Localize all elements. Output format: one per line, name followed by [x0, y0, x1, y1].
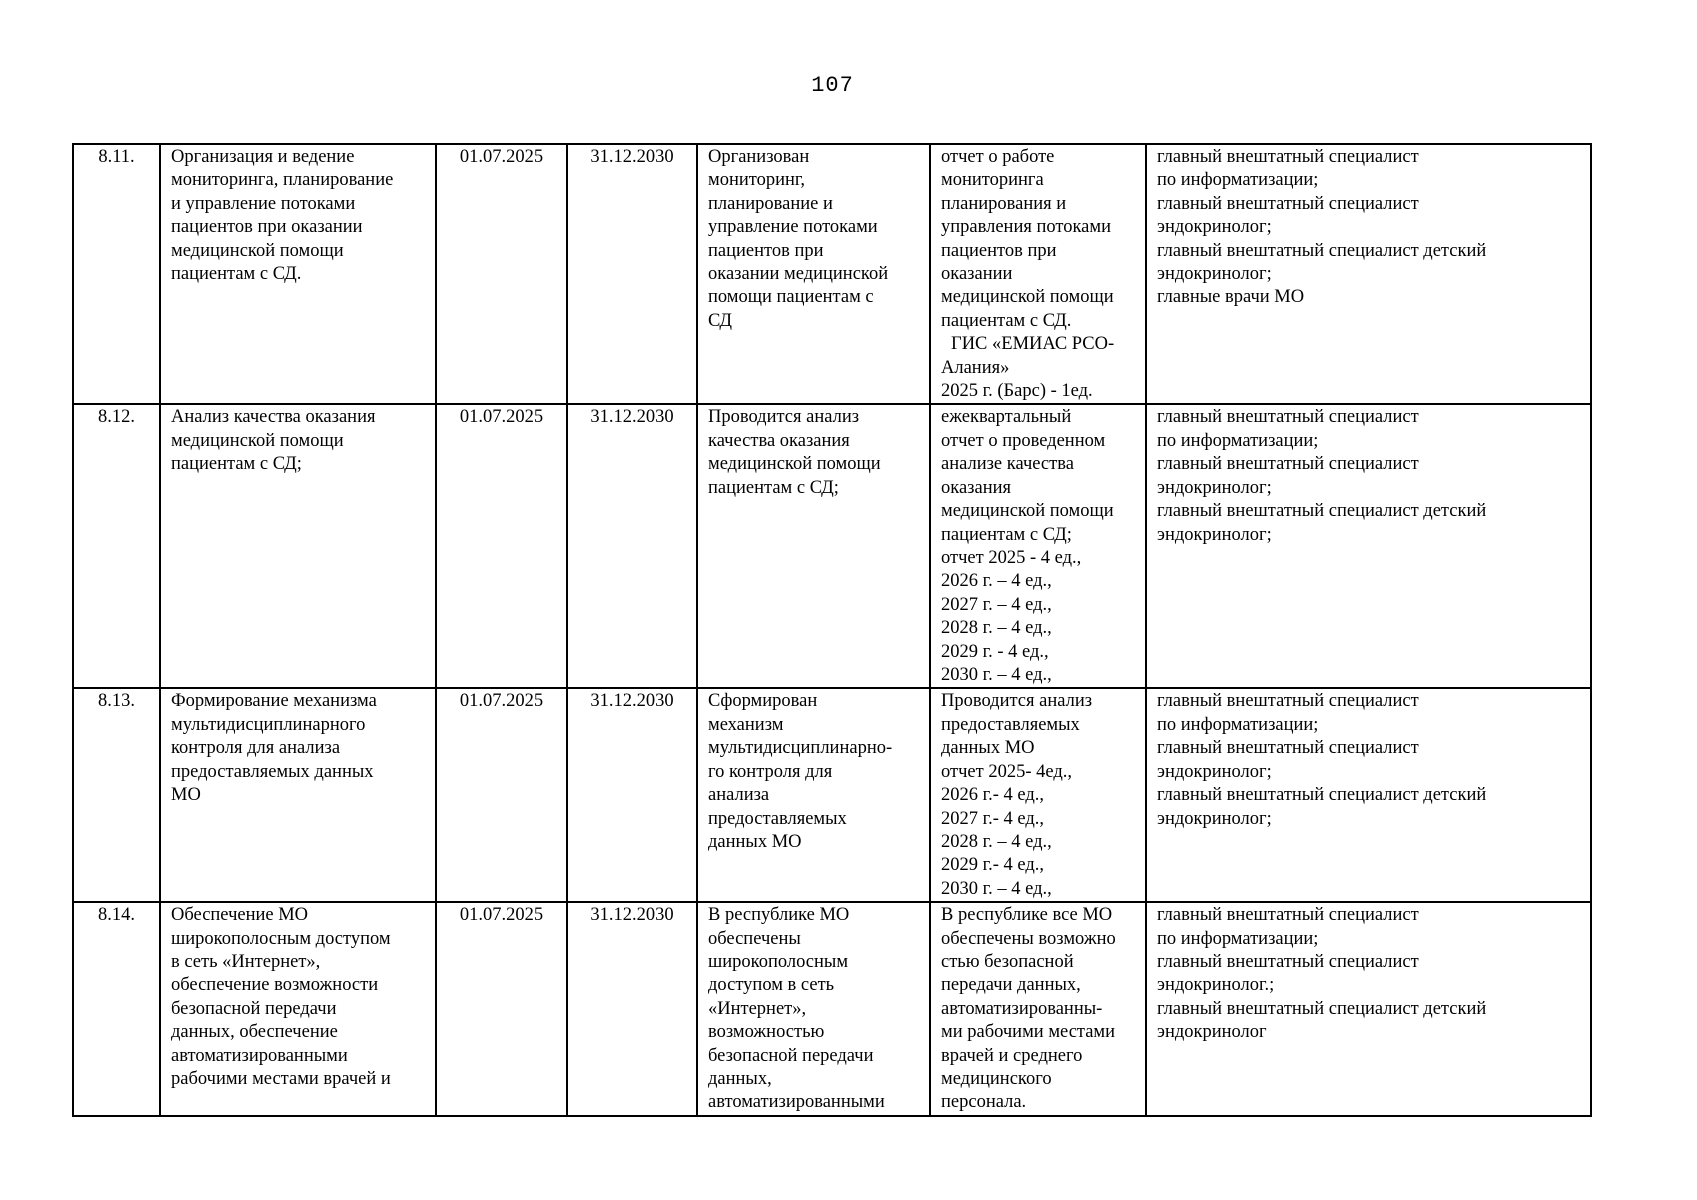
cell-text-line: эндокринолог; [1157, 477, 1272, 498]
responsible-cell [1146, 404, 1591, 688]
cell-text-line: главный внештатный специалист [1157, 407, 1419, 428]
cell-text-line: по информатизации; [1157, 170, 1319, 191]
cell-text-line: мультидисциплинарно- [708, 738, 893, 759]
cell-text-line: главный внештатный специалист [1157, 193, 1419, 214]
table-row [73, 404, 1591, 688]
cell-text-line: широкополосным доступом [171, 928, 391, 949]
cell-text-line: медицинской помощи [941, 501, 1114, 522]
cell-text-line: планирования и [941, 193, 1067, 214]
cell-text-line: главный внештатный специалист [1157, 454, 1419, 475]
indicator-cell [930, 902, 1146, 1116]
cell-text-line: 2028 г. – 4 ед., [941, 618, 1052, 639]
result-cell [697, 144, 930, 404]
cell-text-line: данных МО [941, 738, 1035, 759]
indicator-cell [930, 144, 1146, 404]
cell-text-line: медицинской помощи [171, 430, 344, 451]
end-date-cell: 31.12.2030 [567, 688, 697, 902]
cell-text-line: врачей и среднего [941, 1045, 1083, 1066]
cell-text-line: отчет о работе [941, 147, 1055, 167]
cell-text-line: предоставляемых [941, 714, 1080, 735]
cell-text-line: мультидисциплинарного [171, 714, 366, 735]
cell-text-line: эндокринолог; [1157, 761, 1272, 782]
task-cell [160, 902, 436, 1116]
item-number-cell: 8.11. [73, 144, 160, 404]
cell-text-line: пациентам с СД. [171, 264, 302, 285]
cell-text-line: Организация и ведение [171, 147, 355, 167]
end-date-cell: 31.12.2030 [567, 144, 697, 404]
cell-text-line: помощи пациентам с [708, 287, 874, 308]
cell-text-line: 2027 г. – 4 ед., [941, 594, 1052, 615]
cell-text-line: эндокринолог [1157, 1022, 1267, 1043]
cell-text-line: автоматизированны- [941, 998, 1103, 1019]
cell-text-line: эндокринолог; [1157, 808, 1272, 829]
cell-text-line: Проводится анализ [708, 407, 860, 428]
cell-text-line: медицинской помощи [708, 454, 881, 475]
page-number: 107 [811, 73, 854, 98]
cell-text-line: по информатизации; [1157, 928, 1319, 949]
cell-text-line: эндокринолог; [1157, 217, 1272, 238]
cell-text-line: Анализ качества оказания [171, 407, 376, 428]
cell-text-line: В республике все МО [941, 905, 1113, 926]
cell-text-line: отчет 2025- 4ед., [941, 761, 1072, 782]
cell-text-line: отчет о проведенном [941, 430, 1106, 451]
task-cell [160, 144, 436, 404]
cell-text-line: предоставляемых данных [171, 761, 374, 782]
cell-text-line: главный внештатный специалист [1157, 738, 1419, 759]
cell-text-line: по информатизации; [1157, 714, 1319, 735]
cell-text-line: главный внештатный специалист детский [1157, 785, 1487, 806]
cell-text-line: отчет 2025 - 4 ед., [941, 547, 1082, 568]
result-cell [697, 404, 930, 688]
cell-text-line: автоматизированными [171, 1045, 348, 1066]
cell-text-line: рабочими местами врачей и [171, 1068, 391, 1089]
cell-text-line: 2030 г. – 4 ед., [941, 878, 1052, 899]
end-date-cell: 31.12.2030 [567, 902, 697, 1116]
start-date-cell: 01.07.2025 [436, 404, 567, 688]
cell-text-line: предоставляемых [708, 808, 847, 829]
cell-text-line: пациентов при оказании [171, 217, 363, 238]
cell-text-line: 2026 г. – 4 ед., [941, 571, 1052, 592]
cell-text-line: мониторинг, [708, 170, 806, 191]
cell-text-line: 2030 г. – 4 ед., [941, 664, 1052, 685]
cell-text-line: мониторинга, планирование [171, 170, 394, 191]
cell-text-line: мониторинга [941, 170, 1044, 191]
cell-text-line: пациентам с СД; [171, 454, 302, 475]
cell-text-line: пациентам с СД; [941, 524, 1072, 545]
cell-text-line: передачи данных, [941, 975, 1081, 996]
cell-text-line: механизм [708, 714, 784, 735]
cell-text-line: го контроля для [708, 761, 833, 782]
cell-text-line: СД [708, 310, 733, 331]
cell-text-line: возможностью [708, 1022, 825, 1043]
cell-text-line: анализа [708, 785, 770, 806]
cell-text-line: главные врачи МО [1157, 287, 1305, 308]
cell-text-line: обеспечены возможно [941, 928, 1116, 949]
cell-text-line: главный внештатный специалист детский [1157, 501, 1487, 522]
cell-text-line: медицинской помощи [171, 240, 344, 261]
indicator-cell [930, 404, 1146, 688]
plan-table [72, 143, 1592, 1117]
cell-text-line: Сформирован [708, 691, 818, 712]
cell-text-line: пациентов при [941, 240, 1057, 261]
indicator-cell [930, 688, 1146, 902]
cell-text-line: управление потоками [708, 217, 878, 238]
cell-text-line: по информатизации; [1157, 430, 1319, 451]
item-number-cell: 8.12. [73, 404, 160, 688]
cell-text-line: Проводится анализ [941, 691, 1093, 712]
cell-text-line: ГИС «ЕМИАС РСО- [951, 334, 1115, 355]
cell-text-line: оказания [941, 477, 1011, 498]
cell-text-line: главный внештатный специалист [1157, 905, 1419, 926]
cell-text-line: данных, обеспечение [171, 1022, 338, 1043]
start-date-cell: 01.07.2025 [436, 902, 567, 1116]
result-cell [697, 688, 930, 902]
cell-text-line: главный внештатный специалист [1157, 691, 1419, 712]
cell-text-line: Алания» [941, 357, 1010, 378]
cell-text-line: Формирование механизма [171, 691, 377, 712]
cell-text-line: пациентам с СД. [941, 310, 1072, 331]
cell-text-line: медицинской помощи [941, 287, 1114, 308]
cell-text-line: анализе качества [941, 454, 1074, 475]
end-date-cell: 31.12.2030 [567, 404, 697, 688]
cell-text-line: эндокринолог.; [1157, 975, 1275, 996]
cell-text-line: ми рабочими местами [941, 1022, 1116, 1043]
cell-text-line: автоматизированными [708, 1092, 885, 1113]
cell-text-line: данных МО [708, 831, 802, 852]
cell-text-line: и управление потоками [171, 193, 356, 214]
cell-text-line: в сеть «Интернет», [171, 951, 321, 972]
cell-text-line: обеспечены [708, 928, 801, 949]
item-number-cell: 8.14. [73, 902, 160, 1116]
cell-text-line: главный внештатный специалист детский [1157, 240, 1487, 261]
cell-text-line: 2029 г. - 4 ед., [941, 641, 1049, 662]
task-cell [160, 688, 436, 902]
responsible-cell [1146, 144, 1591, 404]
cell-text-line: оказании медицинской [708, 264, 889, 285]
cell-text-line: МО [171, 785, 201, 806]
cell-text-line: обеспечение возможности [171, 975, 379, 996]
cell-text-line: главный внештатный специалист [1157, 147, 1419, 167]
cell-text-line: Обеспечение МО [171, 905, 309, 926]
cell-text-line: 2026 г.- 4 ед., [941, 785, 1045, 806]
task-cell [160, 404, 436, 688]
cell-text-line: стью безопасной [941, 951, 1074, 972]
cell-text-line: персонала. [941, 1092, 1027, 1113]
cell-text-line: 2027 г.- 4 ед., [941, 808, 1045, 829]
cell-text-line: главный внештатный специалист детский [1157, 998, 1487, 1019]
start-date-cell: 01.07.2025 [436, 688, 567, 902]
cell-text-line: широкополосным [708, 951, 849, 972]
table-row [73, 902, 1591, 1116]
cell-text-line: оказании [941, 264, 1013, 285]
cell-text-line: пациентов при [708, 240, 824, 261]
cell-text-line: эндокринолог; [1157, 524, 1272, 545]
cell-text-line: безопасной передачи [171, 998, 337, 1019]
start-date-cell: 01.07.2025 [436, 144, 567, 404]
responsible-cell [1146, 902, 1591, 1116]
cell-text-line: 2029 г.- 4 ед., [941, 855, 1045, 876]
item-number-cell: 8.13. [73, 688, 160, 902]
result-cell [697, 902, 930, 1116]
cell-text-line: управления потоками [941, 217, 1112, 238]
cell-text-line: Организован [708, 147, 810, 167]
cell-text-line: безопасной передачи [708, 1045, 874, 1066]
cell-text-line: ежеквартальный [941, 407, 1072, 428]
cell-text-line: 2028 г. – 4 ед., [941, 831, 1052, 852]
cell-text-line: доступом в сеть [708, 975, 835, 996]
cell-text-line: медицинского [941, 1068, 1052, 1089]
cell-text-line: эндокринолог; [1157, 264, 1272, 285]
cell-text-line: данных, [708, 1068, 772, 1089]
cell-text-line: «Интернет», [708, 998, 807, 1019]
cell-text-line: главный внештатный специалист [1157, 951, 1419, 972]
cell-text-line: пациентам с СД; [708, 477, 839, 498]
cell-text-line: качества оказания [708, 430, 850, 451]
plan-table-body [73, 144, 1591, 1116]
table-row [73, 688, 1591, 902]
cell-text-line: контроля для анализа [171, 738, 341, 759]
cell-text-line: 2025 г. (Барс) - 1ед. [941, 381, 1093, 402]
table-row [73, 144, 1591, 404]
cell-text-line: В республике МО [708, 905, 850, 926]
responsible-cell [1146, 688, 1591, 902]
cell-text-line: планирование и [708, 193, 833, 214]
